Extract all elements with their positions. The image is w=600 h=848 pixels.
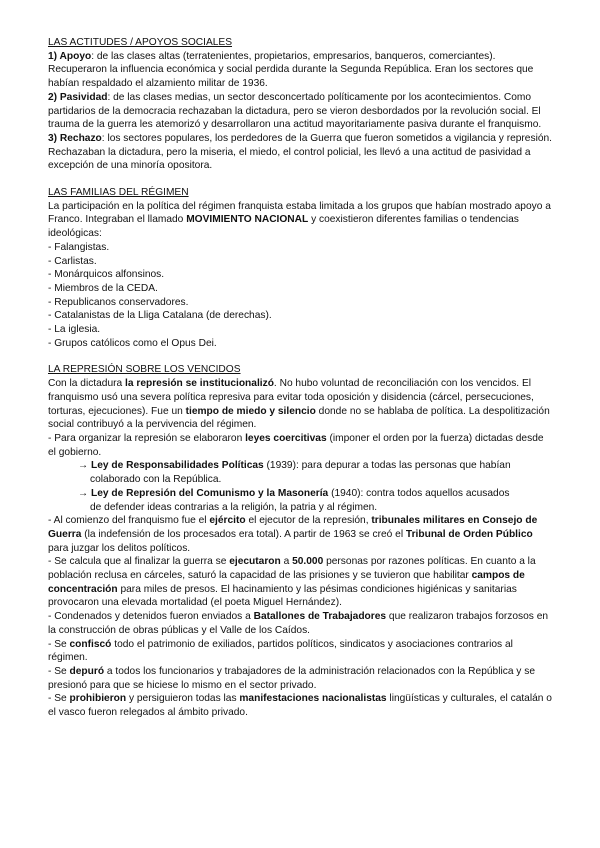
paragraph-rechazo [48,132,554,173]
text: (imponer el orden por la fuerza) dictadas desde el gobierno. [48,432,544,458]
label-rechazo: 3) Rechazo [48,132,102,144]
paragraph-prohibiciones [48,692,554,719]
bold-text: ejército [209,515,246,527]
law-responsabilidades-cont: colaborado con la República. [90,474,222,486]
bold-text: tribunales militares en Consejo de Guerra [48,515,538,540]
law-comunismo-masoneria-cont: de defender ideas contrarias a la religión, la patria y al régimen. [90,501,378,513]
list-item: - Falangistas. [48,241,110,253]
text: - Se [48,693,70,705]
text: . No hubo voluntad de reconciliación con los vencidos. El franquismo usó una severa política represiva para evitar toda oposición y disidencia (cárcel, persecuciones, torturas, ejecuciones). Fue un [48,378,534,417]
text: que realizaron trabajos forzosos en la construcción de obras públicas y el Valle de los Caídos. [48,611,549,636]
law-responsabilidades [48,459,554,473]
section-title-represion: LA REPRESIÓN SOBRE LOS VENCIDOS [48,364,241,376]
intro-text-c: y coexistieron diferentes familias o tendencias ideológicas: [48,214,519,240]
bold-text: depuró [69,665,105,677]
text: personas por razones políticas. En cuanto a la población reclusa en cárceles, saturó la capacidad de las prisiones y se tuvieron que habilitar [48,556,536,582]
paragraph-depuracion [48,665,554,692]
text: a [280,556,293,568]
paragraph-apoyo [48,50,554,91]
text: donde no se hablaba de política. La despolitización social contribuyó a la pervivencia del régimen. [48,405,550,431]
text: - Para organizar la represión se elaboraron [48,432,246,444]
text: para juzgar los delitos políticos. [48,542,191,554]
text: todo el patrimonio de exiliados, partidos políticos, sindicatos y asociaciones contrarios al régimen. [48,638,513,664]
paragraph-batallones [48,610,554,637]
bold-text: prohibieron [69,693,127,705]
paragraph-pasividad [48,91,554,132]
text: - Condenados y detenidos fueron enviados a [48,611,254,623]
label-apoyo: 1) Apoyo [48,50,92,62]
bold-text: tiempo de miedo y silencio [185,405,316,417]
intro-text-a: La participación en la política del régimen franquista estaba limitada a los grupos que habían mostrado apoyo a Franco. Integraban el llamado [48,200,551,226]
bold-text: ejecutaron [229,556,281,568]
text: el ejecutor de la represión, [245,515,372,527]
label-pasividad: 2) Pasividad [48,91,108,103]
section-title-actitudes: LAS ACTITUDES / APOYOS SOCIALES [48,37,233,48]
law-comunismo-masoneria [48,487,554,501]
paragraph-represion-intro [48,377,554,432]
text: a todos los funcionarios y trabajadores de la administración relacionados con la República y se presionó para que se hiciese lo mismo en el sector privado. [48,665,535,691]
text-pasividad: : de las clases medias, un sector desconcertado políticamente por los acontecimientos. Como partidarios de la democracia rechazaban la dictadura, pero se vieron desbordados por la revolución social. El trauma de la guerra les atemorizó y desarrollaron una actitud mayoritariamente pasiva durante el franquismo. [48,91,542,131]
text-rechazo: : los sectores populares, los perdedores de la Guerra que fueron sometidos a vigilancia y represión. Rechazaban la dictadura, pero la miseria, el miedo, el control policial, les llevó a una actitud de pasividad a excepción de una minoría opositora. [48,132,552,172]
bold-text: leyes coercitivas [245,432,327,444]
list-item: - La iglesia. [48,324,101,336]
text: para miles de presos. El hacinamiento y las pésimas condiciones higiénicas y sanitarias provocaron una elevada mortalidad (el poeta Miguel Hernández). [48,583,517,609]
text-apoyo: : de las clases altas (terratenientes, propietarios, empresarios, banqueros, comerciantes). Recuperaron la influencia económica y social perdida durante la Segunda República. Eran los sectores que habían respaldado el alzamiento militar de 1936. [48,50,534,90]
paragraph-confiscacion [48,638,554,665]
list-item: - Catalanistas de la Lliga Catalana (de derechas). [48,310,272,322]
text: - Se [48,638,70,650]
bold-text: confiscó [69,638,112,650]
text: - Se calcula que al finalizar la guerra se [48,556,230,568]
text: - Al comienzo del franquismo fue el [48,515,210,527]
law-title: → Ley de Represión del Comunismo y la Masonería [78,487,329,499]
bold-text: la represión se institucionalizó [125,378,274,390]
text: Con la dictadura [48,378,126,390]
law-title: → Ley de Responsabilidades Políticas [78,460,264,472]
text: lingüísticas y culturales, el catalán o el vasco fueron relegados al ámbito privado. [48,693,552,719]
section-title-familias: LAS FAMILIAS DEL RÉGIMEN [48,187,189,199]
bold-text: Tribunal de Orden Público [405,528,533,540]
text: y persiguieron todas las [126,693,240,705]
bold-text: 50.000 [292,556,324,568]
text: (1939): para depurar a todas las personas que habían [263,460,511,472]
paragraph-ejercito [48,514,554,555]
paragraph-leyes [48,432,554,459]
paragraph-familias-intro [48,200,554,241]
list-item: - Monárquicos alfonsinos. [48,269,165,281]
bold-text: manifestaciones nacionalistas [239,693,387,705]
paragraph-ejecuciones [48,555,554,610]
list-item: - Republicanos conservadores. [48,296,189,308]
list-item: - Grupos católicos como el Opus Dei. [48,337,217,349]
text: (la indefensión de los procesados era total). A partir de 1963 se creó el [81,528,406,540]
bold-text: Batallones de Trabajadores [253,611,387,623]
text: (1940): contra todos aquellos acusados [328,487,510,499]
text: - Se [48,665,70,677]
movimiento-nacional: MOVIMIENTO NACIONAL [186,214,309,226]
bold-text: campos de concentración [48,570,525,595]
list-item: - Carlistas. [48,255,97,267]
list-item: - Miembros de la CEDA. [48,282,158,294]
